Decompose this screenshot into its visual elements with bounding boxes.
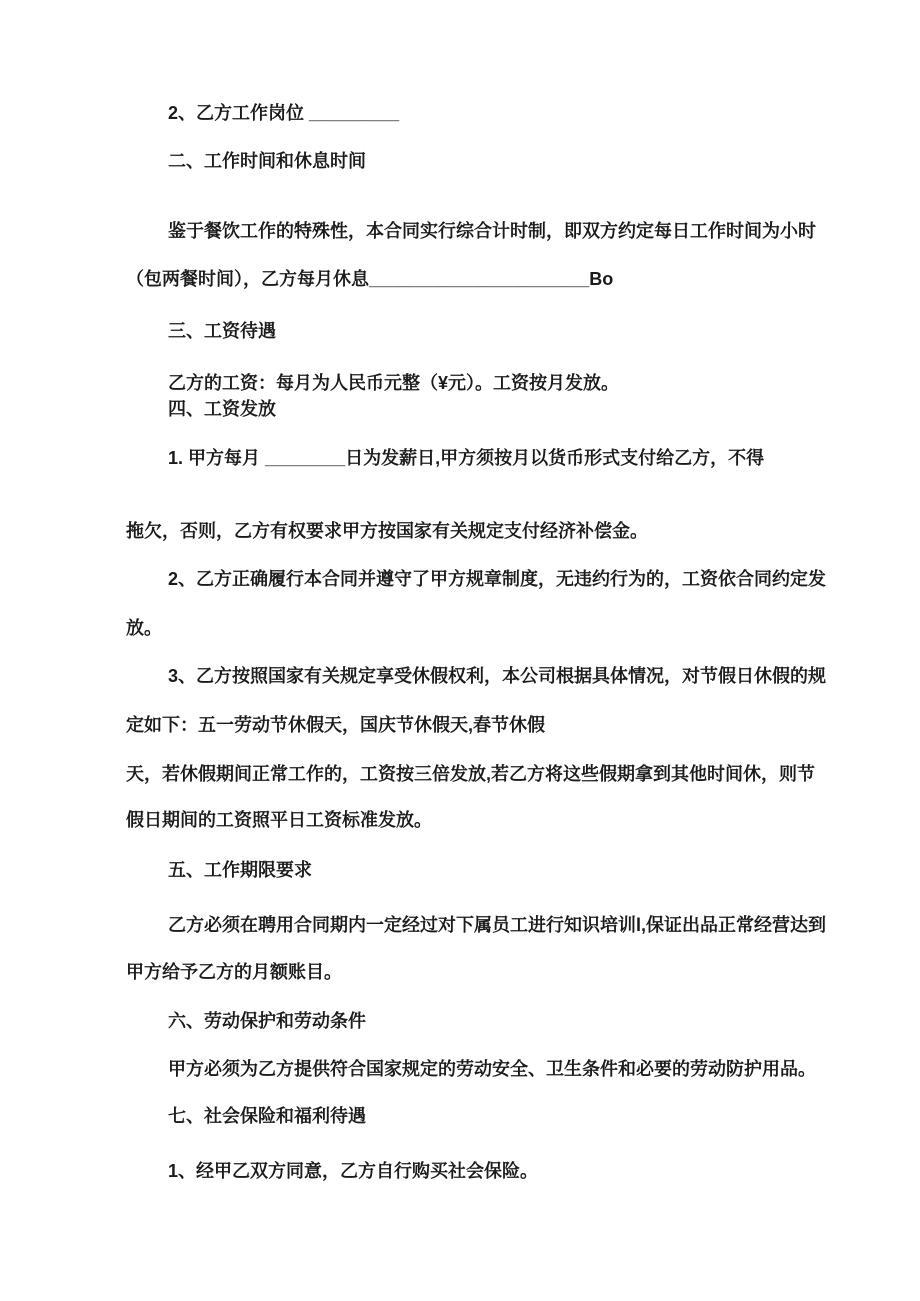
- clause-insurance-1: 1、经甲乙双方同意，乙方自行购买社会保险。: [168, 1161, 539, 1181]
- heading-section-3-salary: 三、工资待遇: [168, 321, 276, 341]
- paragraph-work-time-line-1: 鉴于餐饮工作的特殊性，本合同实行综合计时制，即双方约定每日工作时间为小时: [168, 221, 816, 241]
- paragraph-salary-amount: 乙方的工资：每月为人民币元整（¥元）。工资按月发放。: [168, 373, 620, 393]
- clause-holiday-line-3: 天，若休假期间正常工作的，工资按三倍发放,若乙方将这些假期拿到其他时间休，则节: [126, 764, 815, 784]
- heading-section-7-insurance: 七、社会保险和福利待遇: [168, 1106, 366, 1126]
- paragraph-work-term-line-2: 甲方给予乙方的月额账目。: [126, 962, 342, 982]
- clause-payday-line-2: 拖欠，否则，乙方有权要求甲方按国家有关规定支付经济补偿金。: [126, 521, 648, 541]
- clause-compliance-line-2: 放。: [126, 618, 162, 638]
- paragraph-work-term-line-1: 乙方必须在聘用合同期内一定经过对下属员工进行知识培训l,保证出品正常经营达到: [168, 915, 826, 935]
- heading-section-2-work-time: 二、工作时间和休息时间: [168, 151, 366, 171]
- clause-party-b-position: 2、乙方工作岗位 _________: [168, 103, 400, 123]
- clause-holiday-line-2: 定如下：五一劳动节休假天，国庆节休假天,春节休假: [126, 715, 545, 735]
- heading-section-6-protection: 六、劳动保护和劳动条件: [168, 1011, 366, 1031]
- heading-section-5-work-term: 五、工作期限要求: [168, 860, 312, 880]
- paragraph-work-time-line-2: （包两餐时间），乙方每月休息______________________Bo: [126, 269, 614, 289]
- heading-section-4-salary-pay: 四、工资发放: [168, 399, 276, 419]
- clause-holiday-line-4: 假日期间的工资照平日工资标准发放。: [126, 810, 432, 830]
- clause-payday-line-1: 1. 甲方每月 ________日为发薪日,甲方须按月以货币形式支付给乙方，不得: [168, 448, 765, 468]
- clause-holiday-line-1: 3、乙方按照国家有关规定享受休假权利，本公司根据具体情况，对节假日休假的规: [168, 666, 827, 686]
- paragraph-protection: 甲方必须为乙方提供符合国家规定的劳动安全、卫生条件和必要的劳动防护用品。: [168, 1059, 816, 1079]
- clause-compliance-line-1: 2、乙方正确履行本合同并遵守了甲方规章制度，无违约行为的，工资依合同约定发: [168, 569, 827, 589]
